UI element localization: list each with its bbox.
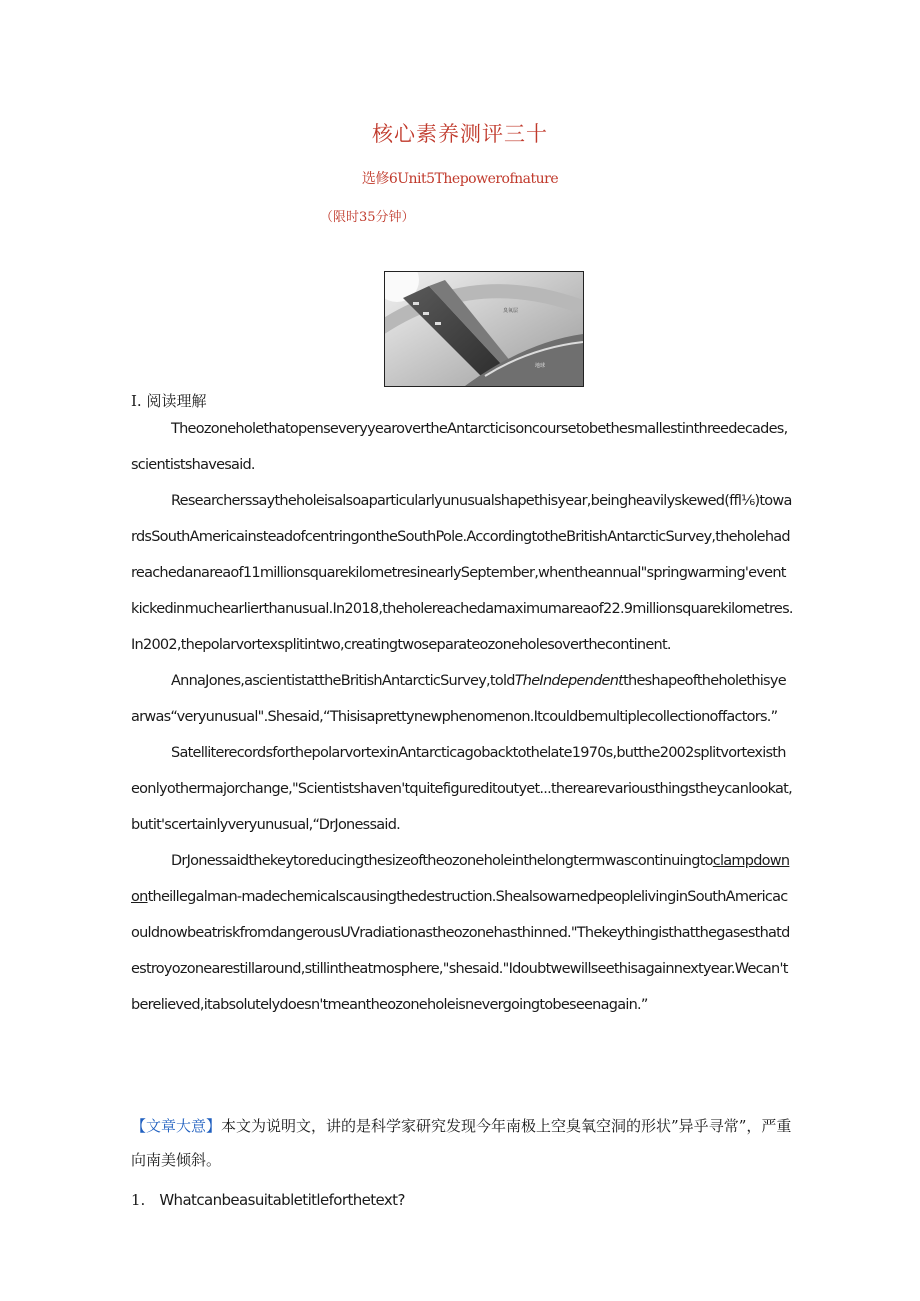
time-limit: （限时35分钟）	[320, 210, 415, 225]
p3-text-after: theshapeoftheholethisyearwas“veryunusual".Shesaid,“Thisisaprettynewphenomenon.Itcouldbemultiplecollectionoffactors.”	[131, 673, 786, 725]
passage-paragraph-4: SatelliterecordsforthepolarvortexinAntarcticagobacktothelate1970s,butthe2002splitvortexistheonlyothermajorchange,"Scientistshaven'tquitefigureditoutyet...therearevariousthingstheycanlookat,butit'scertainlyveryunusual,“DrJonessaid.	[131, 745, 792, 833]
passage-paragraph-2: Researcherssaytheholeisalsoaparticularlyunusualshapethisyear,beingheavilyskewed(ffl⅙)towardsSouthAmericainsteadofcentringontheSouthPole.AccordingtotheBritishAntarcticSurvey,theholehadreachedanareaof11millionsquarekilometresinearlySeptember,whentheannual"springwarming'eventkickedinmuchearlierthanusual.In2018,theholereachedamaximumareaof22.9millionsquarekilometres.In2002,thepolarvortexsplitintwo,creatingtwoseparateozoneholesoverthecontinent.	[131, 493, 793, 653]
reading-passage	[131, 411, 793, 1023]
passage-paragraph-1: TheozoneholethatopenseveryyearovertheAntarcticisoncoursetobethesmallestinthreedecades,scientistshavesaid.	[131, 421, 788, 473]
p3-text-before: AnnaJones,ascientistattheBritishAntarcticSurvey,told	[171, 673, 515, 689]
passage-paragraph-5	[131, 843, 793, 1023]
newspaper-name: TheIndependent	[514, 673, 624, 689]
underlined-phrase: clampdownon	[131, 853, 790, 905]
summary-text: 本文为说明文，讲的是科学家研究发现今年南极上空臭氧空洞的形状”异乎寻常”，严重向南美倾斜。	[131, 1117, 792, 1169]
page-title: 核心素养测评三十	[372, 122, 548, 146]
p5-text-after: theillegalman-madechemicalscausingthedestruction.ShealsowarnedpeoplelivinginSouthAmericacouldnowbeatriskfromdangerousUVradiationastheozonehasthinned."Thekeythingisthatthegasesthatdestroyozonearestillaround,stillintheatmosphere,"shesaid."Idoubtwewillseethisagainnextyear.Wecan'tberelieved,itabsolutelydoesn'tmeantheozoneholeisnevergoingtobeseenagain.”	[131, 889, 790, 1013]
question-number: 1.	[131, 1191, 146, 1209]
unit-subtitle: 选修6Unit5Thepowerofnature	[361, 171, 559, 187]
question-text: Whatcanbeasuitabletitleforthetext?	[159, 1191, 405, 1209]
ozone-label: 臭氧层	[503, 308, 519, 314]
earth-label: 地球	[535, 363, 546, 369]
article-summary	[131, 1109, 793, 1177]
summary-tag: 【文章大意】	[131, 1117, 222, 1135]
ozone-diagram-figure	[384, 271, 584, 387]
p5-text-before: DrJonessaidthekeytoreducingthesizeoftheozoneholeinthelongtermwascontinuingto	[171, 853, 713, 869]
section-heading: I. 阅读理解	[131, 392, 207, 410]
question-1	[131, 1191, 405, 1209]
passage-paragraph-3	[131, 663, 793, 735]
ozone-diagram-illustration	[385, 272, 583, 386]
